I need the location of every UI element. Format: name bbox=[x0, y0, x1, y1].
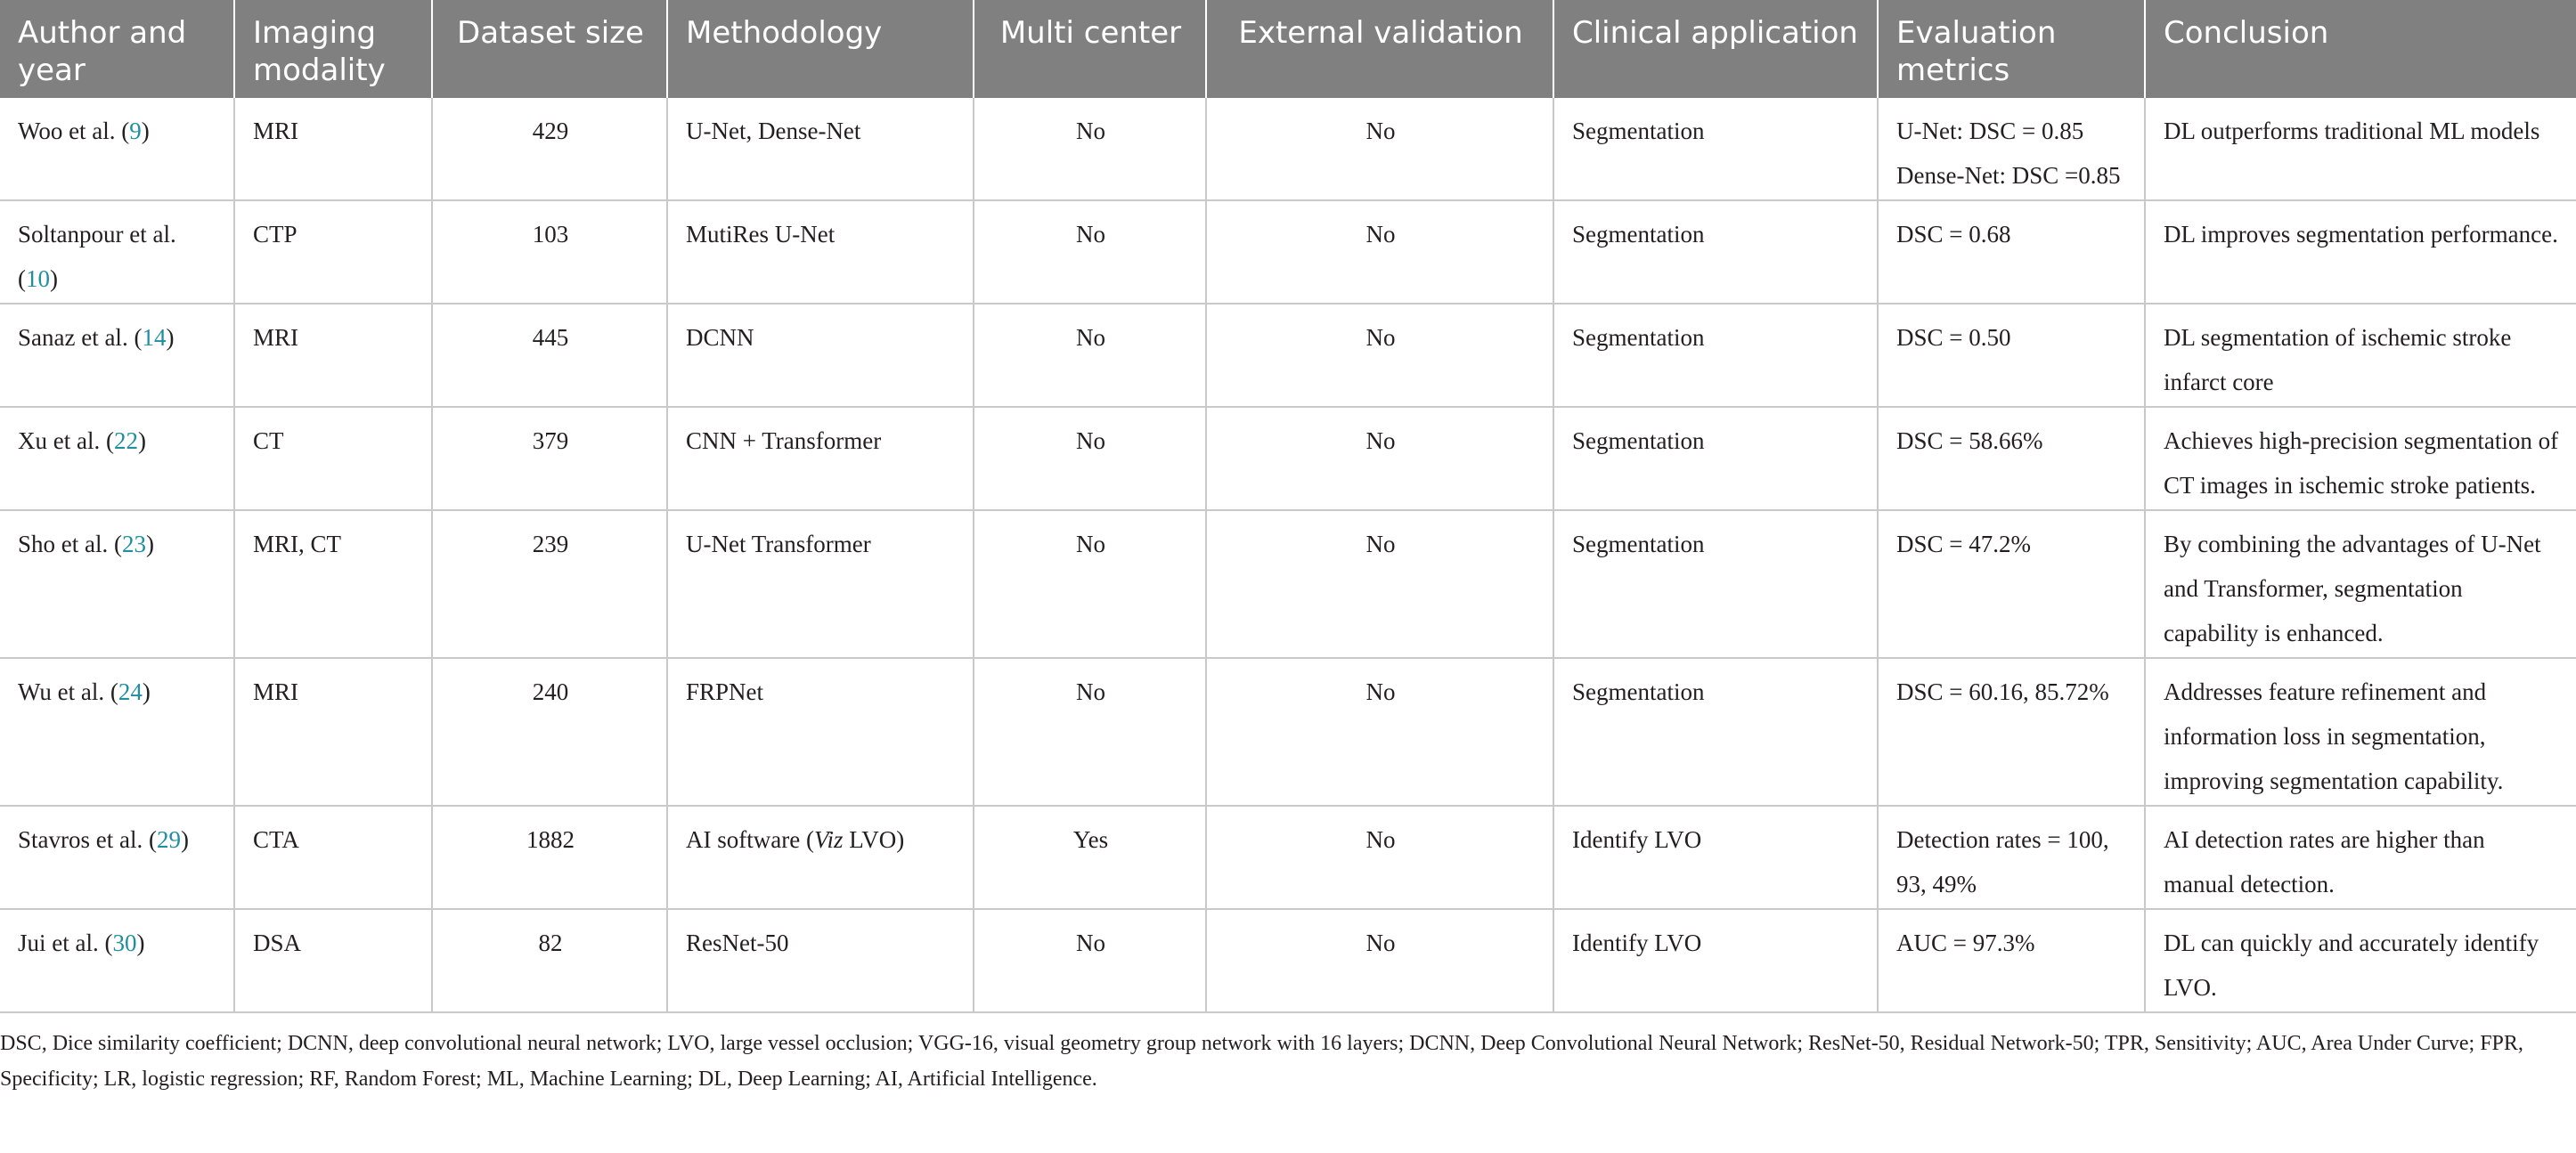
table-row bbox=[0, 909, 2576, 1012]
clinical-application-cell: Identify LVO bbox=[1553, 806, 1878, 909]
multi-center-cell: Yes bbox=[974, 806, 1206, 909]
table-row bbox=[0, 806, 2576, 909]
external-validation-cell: No bbox=[1206, 909, 1553, 1012]
header-clinical-application: Clinical application bbox=[1553, 0, 1878, 98]
clinical-application-cell: Segmentation bbox=[1553, 407, 1878, 510]
external-validation-cell: No bbox=[1206, 658, 1553, 806]
clinical-application-cell: Identify LVO bbox=[1553, 909, 1878, 1012]
reference-link[interactable]: 14 bbox=[142, 324, 167, 351]
table-row bbox=[0, 510, 2576, 658]
external-validation-cell: No bbox=[1206, 407, 1553, 510]
clinical-application-cell: Segmentation bbox=[1553, 510, 1878, 658]
reference-link[interactable]: 29 bbox=[156, 826, 181, 853]
modality-cell: MRI, CT bbox=[234, 510, 432, 658]
table-row bbox=[0, 98, 2576, 200]
dataset-size-cell: 82 bbox=[432, 909, 667, 1012]
conclusion-cell: By combining the advantages of U-Net and Transformer, segmentation capability is enhanced. bbox=[2145, 510, 2576, 658]
conclusion-cell: DL outperforms traditional ML models bbox=[2145, 98, 2576, 200]
reference-link[interactable]: 24 bbox=[118, 678, 143, 705]
methodology-cell: U-Net, Dense-Net bbox=[667, 98, 974, 200]
header-multi-center: Multi center bbox=[974, 0, 1206, 98]
evaluation-metrics-cell: DSC = 0.50 bbox=[1878, 304, 2145, 407]
external-validation-cell: No bbox=[1206, 304, 1553, 407]
modality-cell: MRI bbox=[234, 658, 432, 806]
dataset-size-cell: 103 bbox=[432, 200, 667, 304]
evaluation-metrics-cell: DSC = 58.66% bbox=[1878, 407, 2145, 510]
evaluation-metrics-cell: Detection rates = 100, 93, 49% bbox=[1878, 806, 2145, 909]
multi-center-cell: No bbox=[974, 200, 1206, 304]
dataset-size-cell: 445 bbox=[432, 304, 667, 407]
modality-cell: MRI bbox=[234, 304, 432, 407]
evaluation-metrics-cell: AUC = 97.3% bbox=[1878, 909, 2145, 1012]
header-row bbox=[0, 0, 2576, 98]
author-cell: Soltanpour et al. (10) bbox=[0, 200, 234, 304]
modality-cell: MRI bbox=[234, 98, 432, 200]
reference-link[interactable]: 30 bbox=[112, 930, 137, 956]
dataset-size-cell: 429 bbox=[432, 98, 667, 200]
modality-cell: CTP bbox=[234, 200, 432, 304]
conclusion-cell: DL improves segmentation performance. bbox=[2145, 200, 2576, 304]
external-validation-cell: No bbox=[1206, 200, 1553, 304]
dataset-size-cell: 379 bbox=[432, 407, 667, 510]
conclusion-cell: DL can quickly and accurately identify LVO. bbox=[2145, 909, 2576, 1012]
author-cell: Xu et al. (22) bbox=[0, 407, 234, 510]
multi-center-cell: No bbox=[974, 98, 1206, 200]
author-cell: Wu et al. (24) bbox=[0, 658, 234, 806]
conclusion-cell: AI detection rates are higher than manual detection. bbox=[2145, 806, 2576, 909]
header-author-year: Author and year bbox=[0, 0, 234, 98]
methodology-cell: CNN + Transformer bbox=[667, 407, 974, 510]
methodology-cell: ResNet-50 bbox=[667, 909, 974, 1012]
evaluation-metrics-cell: DSC = 0.68 bbox=[1878, 200, 2145, 304]
reference-link[interactable]: 23 bbox=[121, 531, 146, 557]
dataset-size-cell: 240 bbox=[432, 658, 667, 806]
author-cell: Jui et al. (30) bbox=[0, 909, 234, 1012]
software-name: Viz bbox=[813, 826, 844, 853]
header-imaging-modality: Imaging modality bbox=[234, 0, 432, 98]
reference-link[interactable]: 9 bbox=[129, 118, 142, 144]
modality-cell: DSA bbox=[234, 909, 432, 1012]
multi-center-cell: No bbox=[974, 407, 1206, 510]
clinical-application-cell: Segmentation bbox=[1553, 304, 1878, 407]
dataset-size-cell: 239 bbox=[432, 510, 667, 658]
header-methodology: Methodology bbox=[667, 0, 974, 98]
external-validation-cell: No bbox=[1206, 98, 1553, 200]
author-cell: Woo et al. (9) bbox=[0, 98, 234, 200]
multi-center-cell: No bbox=[974, 658, 1206, 806]
multi-center-cell: No bbox=[974, 510, 1206, 658]
modality-cell: CTA bbox=[234, 806, 432, 909]
reference-link[interactable]: 10 bbox=[26, 265, 50, 292]
author-cell: Sho et al. (23) bbox=[0, 510, 234, 658]
evaluation-metrics-cell: DSC = 47.2% bbox=[1878, 510, 2145, 658]
clinical-application-cell: Segmentation bbox=[1553, 658, 1878, 806]
methodology-cell: FRPNet bbox=[667, 658, 974, 806]
header-external-validation: External validation bbox=[1206, 0, 1553, 98]
header-evaluation-metrics: Evaluation metrics bbox=[1878, 0, 2145, 98]
external-validation-cell: No bbox=[1206, 806, 1553, 909]
evaluation-metrics-cell: DSC = 60.16, 85.72% bbox=[1878, 658, 2145, 806]
table-row bbox=[0, 407, 2576, 510]
external-validation-cell: No bbox=[1206, 510, 1553, 658]
author-cell: Stavros et al. (29) bbox=[0, 806, 234, 909]
conclusion-cell: DL segmentation of ischemic stroke infarct core bbox=[2145, 304, 2576, 407]
methodology-cell: DCNN bbox=[667, 304, 974, 407]
table-row bbox=[0, 200, 2576, 304]
table-footnote: DSC, Dice similarity coefficient; DCNN, deep convolutional neural network; LVO, large vessel occlusion; VGG-16, visual geometry group network with 16 layers; DCNN, Deep Convolutional Neural Network; ResNet-50, Residual Network-50; TPR, Sensitivity; AUC, Area Under Curve; FPR, Specificity; LR, logistic regression; RF, Random Forest; ML, Machine Learning; DL, Deep Learning; AI, Artificial Intelligence. bbox=[0, 1032, 2523, 1091]
conclusion-cell: Addresses feature refinement and information loss in segmentation, improving segmentation capability. bbox=[2145, 658, 2576, 806]
multi-center-cell: No bbox=[974, 909, 1206, 1012]
header-dataset-size: Dataset size bbox=[432, 0, 667, 98]
table-row bbox=[0, 304, 2576, 407]
multi-center-cell: No bbox=[974, 304, 1206, 407]
table-row bbox=[0, 658, 2576, 806]
clinical-application-cell: Segmentation bbox=[1553, 98, 1878, 200]
conclusion-cell: Achieves high-precision segmentation of CT images in ischemic stroke patients. bbox=[2145, 407, 2576, 510]
reference-link[interactable]: 22 bbox=[113, 427, 138, 454]
methodology-cell: AI software (Viz LVO) bbox=[667, 806, 974, 909]
methodology-cell: MutiRes U-Net bbox=[667, 200, 974, 304]
header-conclusion: Conclusion bbox=[2145, 0, 2576, 98]
methodology-cell: U-Net Transformer bbox=[667, 510, 974, 658]
dataset-size-cell: 1882 bbox=[432, 806, 667, 909]
modality-cell: CT bbox=[234, 407, 432, 510]
clinical-application-cell: Segmentation bbox=[1553, 200, 1878, 304]
evaluation-metrics-cell: U-Net: DSC = 0.85 Dense-Net: DSC =0.85 bbox=[1878, 98, 2145, 200]
author-cell: Sanaz et al. (14) bbox=[0, 304, 234, 407]
